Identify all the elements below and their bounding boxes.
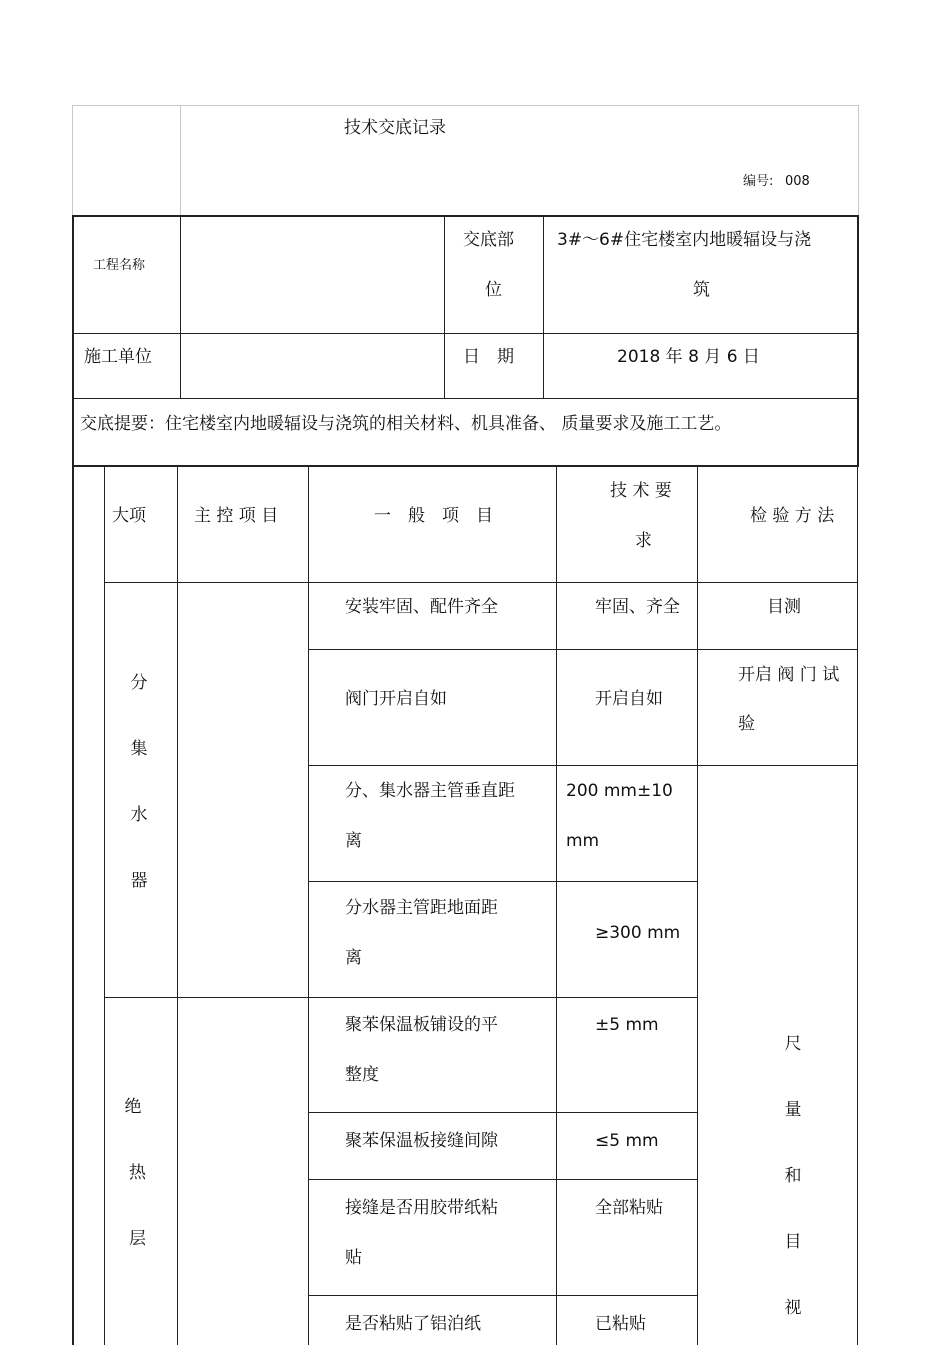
header-divider [180,105,181,217]
location-label-line2: 位 [485,280,502,300]
header-general-items: 一 般 项 目 [374,506,493,526]
row-requirement: 开启自如 [595,689,663,709]
row-requirement: ±5 mm [595,1015,659,1035]
table-col-line-5 [857,467,858,1345]
summary-text: 交底提要：住宅楼室内地暖辐设与浇筑的相关材料、机具准备、 质量要求及施工工艺。 [80,414,732,434]
project-name-label: 工程名称 [93,258,146,273]
row-item: 是否粘贴了铝泊纸 [345,1314,481,1334]
group-char: 热 [129,1163,146,1183]
method-char: 和 [784,1166,802,1186]
page-title: 技术交底记录 [344,118,446,138]
row-item: 聚苯保温板铺设的平 [345,1015,498,1035]
group-char: 层 [129,1229,146,1249]
row-item: 离 [345,948,362,968]
row-line-1 [308,649,858,650]
row-line-7 [308,1295,698,1296]
method-char: 尺 [784,1034,802,1054]
row-item: 接缝是否用胶带纸粘 [345,1198,498,1218]
record-number-value: 008 [785,174,810,189]
header-border-right [858,105,859,217]
header-method: 检 验 方 法 [750,506,835,526]
row-item: 离 [345,831,362,851]
method-char: 目 [784,1232,802,1252]
group-char: 绝 [124,1097,142,1117]
table-col-line-1 [177,467,178,1345]
method-char: 量 [784,1100,802,1120]
table-col-line-4 [697,467,698,1345]
info-row-line-2 [72,398,859,399]
info-col-line-2 [444,215,445,399]
row-requirement: 已粘贴 [595,1314,646,1334]
info-row-line-3 [72,465,859,467]
row-item: 贴 [345,1248,362,1268]
record-number-label: 编号: [743,174,774,189]
table-header-bottom [104,582,858,583]
info-border-left [72,215,74,1345]
merged-method-label [783,1034,803,1364]
row-requirement: 全部粘贴 [595,1198,663,1218]
row-method: 开启 阀 门 试 [738,665,840,685]
row-line-6 [308,1179,698,1180]
table-col-line-0 [104,467,105,1345]
method-char: 视 [784,1298,802,1318]
location-label-line1: 交底部 [463,230,514,250]
row-line-5 [308,1112,698,1113]
header-border-left [72,105,73,217]
header-requirement-line2: 求 [635,531,652,551]
info-row-line-1 [72,333,859,334]
info-border-right [857,215,859,467]
header-category: 大项 [112,506,146,526]
header-main-control: 主 控 项 目 [194,506,279,526]
construction-unit-label: 施工单位 [84,347,152,367]
row-item: 分水器主管距地面距 [345,898,498,918]
group-char: 分 [130,673,148,693]
table-col-line-3 [556,467,557,1345]
row-requirement: 200 mm±10 [566,781,673,801]
row-item: 整度 [345,1065,379,1085]
row-line-2 [308,765,858,766]
header-border-top [72,105,859,106]
row-method: 验 [738,714,755,734]
location-value-line2: 筑 [693,280,710,300]
row-item: 聚苯保温板接缝间隙 [345,1131,498,1151]
row-requirement: ≤5 mm [595,1131,659,1151]
date-value: 2018 年 8 月 6 日 [617,347,760,367]
group-divider-line [104,997,698,998]
group-label-manifold [129,673,149,937]
row-item: 分、集水器主管垂直距 [345,781,515,801]
row-line-3 [308,881,698,882]
group-char: 水 [130,805,148,825]
group-label-insulation [123,1097,146,1295]
row-requirement: ≥300 mm [595,923,681,943]
location-value-line1: 3#～6#住宅楼室内地暖辐设与浇 [557,230,812,250]
row-method: 目测 [767,597,801,617]
date-label: 日 期 [463,347,514,367]
row-item: 安装牢固、配件齐全 [345,597,498,617]
group-char: 器 [130,871,148,891]
table-col-line-2 [308,467,309,1345]
header-requirement-line1: 技 术 要 [610,481,672,501]
info-border-top [72,215,859,217]
row-item: 阀门开启自如 [345,689,447,709]
row-requirement: mm [566,831,600,851]
row-requirement: 牢固、齐全 [595,597,680,617]
group-char: 集 [130,739,148,759]
info-col-line-3 [543,215,544,399]
info-col-line-1 [180,215,181,399]
